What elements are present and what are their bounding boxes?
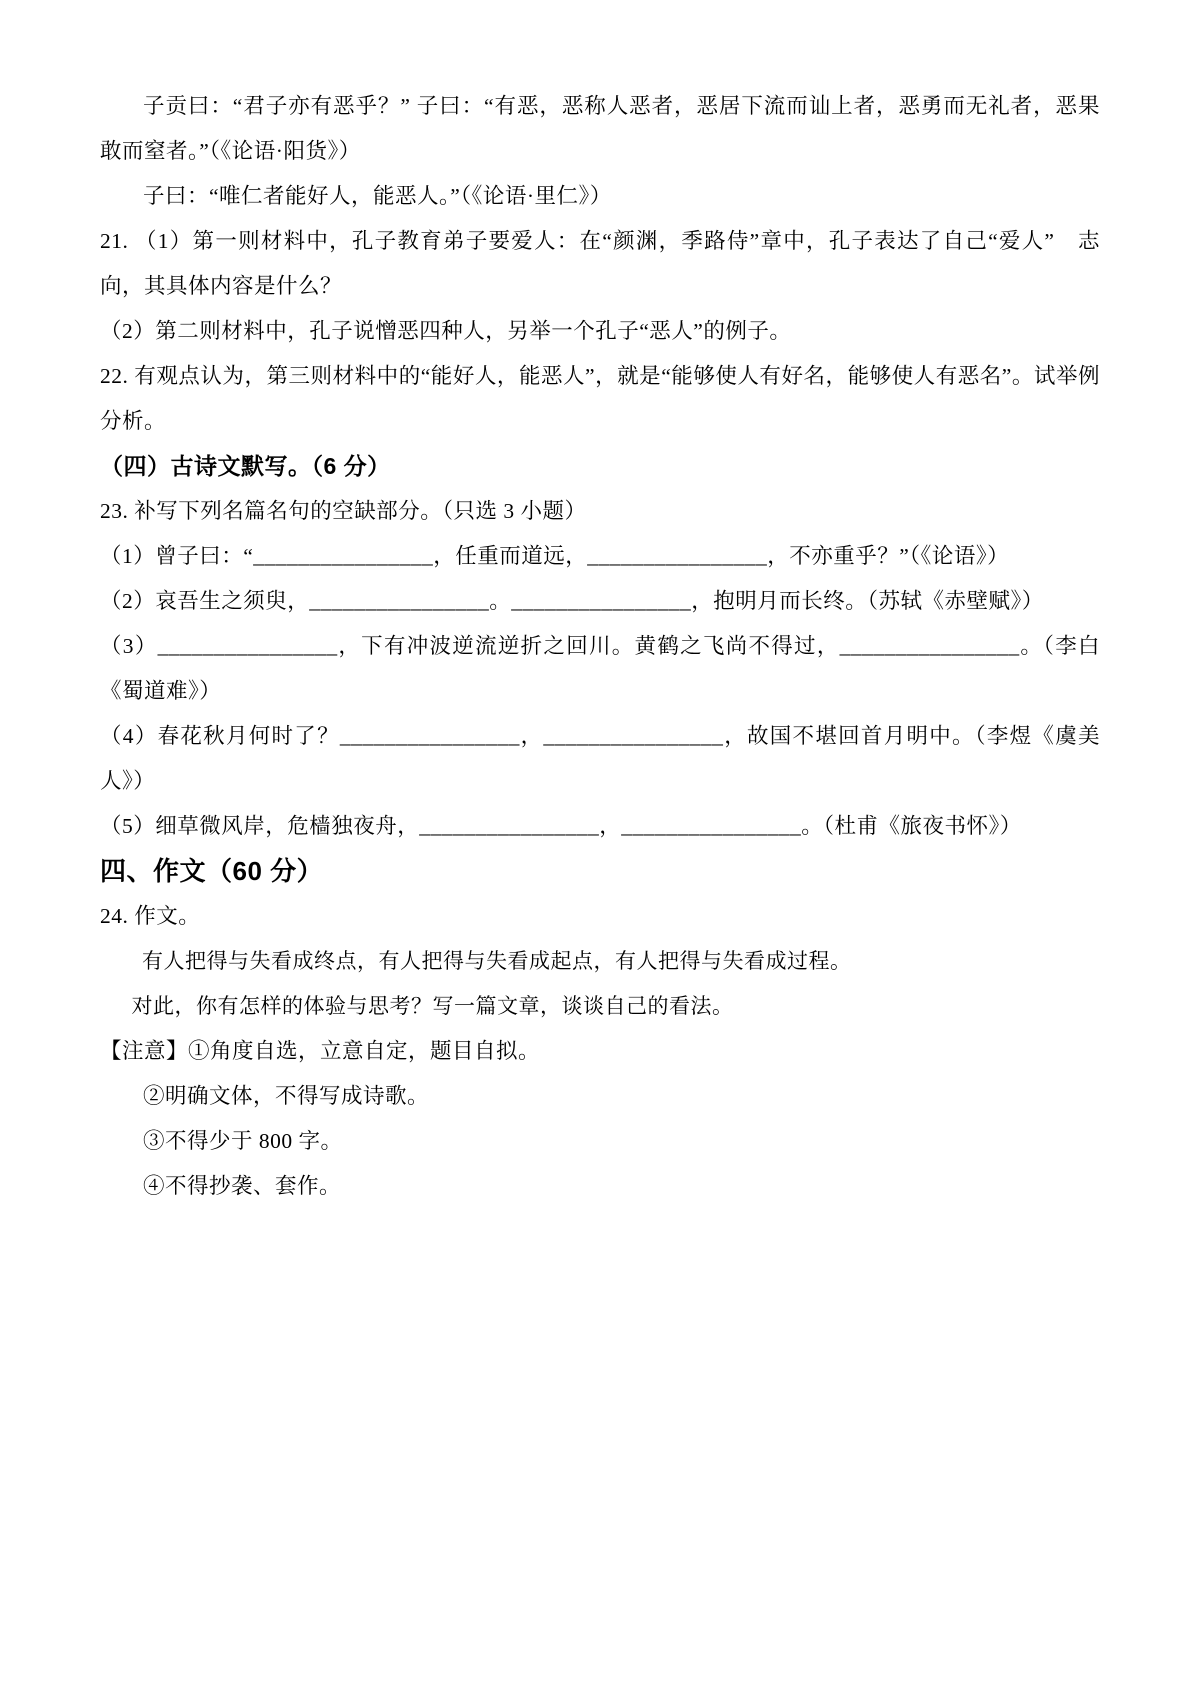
question-23-item-5: （5）细草微风岸，危樯独夜舟，________________，________________。（杜甫《旅夜书怀》）	[100, 814, 1022, 838]
essay-note-1: 【注意】①角度自选，立意自定，题目自拟。	[100, 1039, 541, 1063]
quote-lunyu-yanghuo: 子贡曰：“君子亦有恶乎？” 子曰：“有恶，恶称人恶者，恶居下流而讪上者，恶勇而无礼者，恶果敢而窒者。”（《论语·阳货》）	[100, 94, 1100, 163]
essay-note-4: ④不得抄袭、套作。	[143, 1174, 342, 1198]
question-23-intro: 23. 补写下列名篇名句的空缺部分。（只选 3 小题）	[100, 499, 587, 523]
question-23-item-4: （4）春花秋月何时了？________________，________________，故国不堪回首月明中。（李煜《虞美人》）	[100, 724, 1100, 793]
question-23-item-2: （2）哀吾生之须臾，________________。________________，抱明月而长终。（苏轼《赤壁赋》）	[100, 589, 1044, 613]
section-essay-heading: 四、作文（60 分）	[100, 856, 324, 886]
question-22: 22. 有观点认为，第三则材料中的“能好人，能恶人”，就是“能够使人有好名，能够使人有恶名”。试举例分析。	[100, 364, 1100, 433]
essay-note-2: ②明确文体，不得写成诗歌。	[143, 1084, 430, 1108]
question-23-item-3: （3）________________，下有冲波逆流逆折之回川。黄鹤之飞尚不得过，________________。（李白《蜀道难》）	[100, 634, 1100, 703]
essay-note-3: ③不得少于 800 字。	[143, 1129, 343, 1153]
essay-task: 对此，你有怎样的体验与思考？写一篇文章，谈谈自己的看法。	[131, 994, 734, 1018]
quote-lunyu-liren: 子曰：“唯仁者能好人，能恶人。”（《论语·里仁》）	[143, 184, 612, 208]
question-21-part2: （2）第二则材料中，孔子说憎恶四种人，另举一个孔子“恶人”的例子。	[100, 319, 792, 343]
essay-prompt: 有人把得与失看成终点，有人把得与失看成起点，有人把得与失看成过程。	[142, 949, 852, 973]
question-23-item-1: （1）曾子曰：“________________，任重而道远，________________，不亦重乎？”（《论语》）	[100, 544, 1010, 568]
question-24: 24. 作文。	[100, 904, 201, 928]
question-21-part1: 21. （1）第一则材料中，孔子教育弟子要爱人：在“颜渊，季路侍”章中，孔子表达了自己“爱人” 志向，其具体内容是什么？	[100, 229, 1100, 298]
section-4-heading: （四）古诗文默写。（6 分）	[100, 453, 391, 479]
